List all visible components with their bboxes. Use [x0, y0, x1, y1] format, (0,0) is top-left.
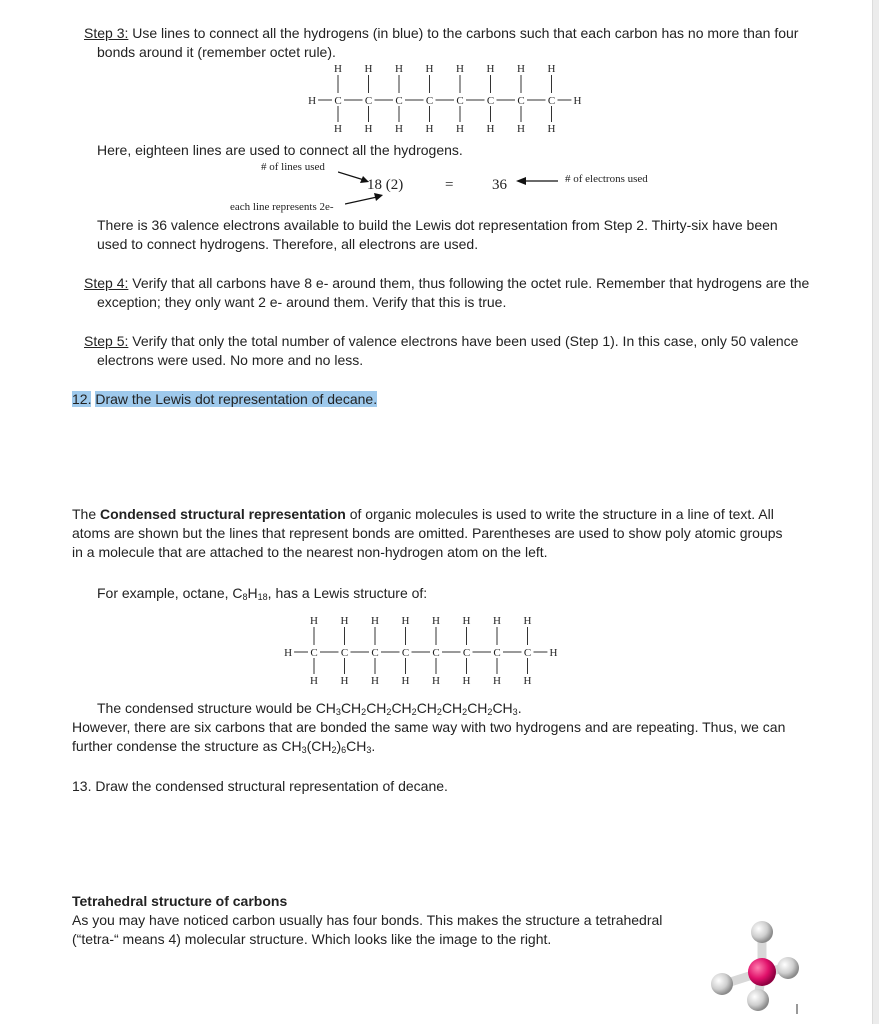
question-12-number: 12.	[72, 391, 92, 407]
carbon-atom: C	[547, 95, 556, 107]
hydrogen-atom-top	[751, 921, 773, 943]
repeat-sub-4: 3	[366, 745, 372, 755]
arrow-electrons-used-icon	[516, 176, 560, 186]
hydrogen-atom: H	[517, 123, 525, 135]
hydrogen-atom: H	[432, 675, 440, 687]
step5-paragraph	[84, 332, 819, 370]
octane-h: H	[247, 585, 258, 601]
condensed-sub: 2	[487, 707, 493, 717]
hydrogen-atom-bottom	[747, 989, 769, 1011]
hydrogen-atom: H	[334, 123, 342, 135]
condensed-intro-term: Condensed structural representation	[100, 506, 346, 522]
hydrogen-atom: H	[395, 63, 403, 75]
hydrogen-atom: H	[462, 675, 471, 687]
carbon-atom: C	[517, 95, 525, 107]
hydrogen-atom: H	[547, 123, 556, 135]
hydrogen-atom: H	[493, 615, 501, 627]
hydrogen-atom: H	[517, 63, 525, 75]
condensed-intro-prefix: The	[72, 506, 101, 522]
hydrogen-atom: H	[310, 675, 318, 687]
hydrogen-atom: H	[340, 615, 349, 627]
condensed-intro-rest: of organic molecules is used to write the structure in a line of text. All atoms are shown but the lines that represent bonds are omitted. Parentheses are used to show poly atomic groups in a molecule that are attached to the nearest non-hydrogen atom on the left.	[72, 506, 783, 560]
decane-lewis-structure	[295, 58, 615, 140]
hydrogen-atom: H	[364, 63, 373, 75]
carbon-atom: C	[401, 647, 410, 659]
condensed-intro-paragraph	[72, 505, 794, 562]
step4-paragraph	[84, 274, 819, 312]
hydrogen-atom: H	[340, 675, 349, 687]
condensed-ch2: CH	[441, 700, 463, 716]
carbon-atom: C	[486, 95, 495, 107]
eighteen-lines-text: Here, eighteen lines are used to connect all the hydrogens.	[97, 142, 463, 158]
condensed-ch2: CH	[416, 700, 437, 716]
repeat-text-3: )	[336, 738, 342, 754]
repeat-sub-2: 2	[331, 745, 337, 755]
hydrogen-atom: H	[425, 63, 434, 75]
condensed-sub: 2	[386, 707, 392, 717]
repeat-text-5: .	[371, 738, 376, 754]
condensed-sub: 2	[462, 707, 468, 717]
hydrogen-atom: H	[432, 615, 440, 627]
valence-paragraph: There is 36 valence electrons available to build the Lewis dot representation from Step 2. Thirty-six have been used to connect hydrogens. Therefore, all electrons are used.	[97, 217, 778, 252]
equation-equals: =	[445, 177, 454, 193]
octane-sub-hydrogen: 18	[257, 592, 268, 602]
repeat-sub-3: 6	[341, 745, 347, 755]
tetrahedral-heading	[72, 892, 792, 911]
hydrogen-atom: H	[308, 95, 317, 107]
tetrahedral-molecule-model	[700, 918, 810, 1018]
step4-text: Verify that all carbons have 8 e- around them, thus following the octet rule. Remember that hydrogens are the exception; they only want 2 e- around them. Verify that this is true.	[97, 275, 810, 310]
condensed-sub: 2	[361, 707, 367, 717]
hydrogen-atom: H	[401, 675, 410, 687]
condensed-sub: 2	[436, 707, 442, 717]
carbon-atom	[748, 958, 776, 986]
equation-expression: 18 (2)	[367, 177, 404, 193]
condensed-ch2: CH	[467, 700, 488, 716]
hydrogen-atom: H	[456, 63, 464, 75]
hydrogen-atom: H	[523, 675, 532, 687]
repeat-text-2: (CH	[306, 738, 332, 754]
step4-label: Step 4:	[84, 275, 129, 291]
step3-text: Use lines to connect all the hydrogens (in blue) to the carbons such that each carbon has no more than four bonds around it (remember octet rule).	[97, 25, 799, 60]
condensed-period: .	[517, 700, 522, 716]
hydrogen-atom: H	[284, 647, 293, 659]
condensed-end: CH	[492, 700, 513, 716]
condensed-ch2: CH	[366, 700, 387, 716]
octane-prefix: For example, octane, C	[97, 585, 243, 601]
equation-result: 36	[492, 177, 507, 193]
carbon-atom: C	[334, 95, 342, 107]
repeat-sub-1: 3	[301, 745, 307, 755]
step5-label: Step 5:	[84, 333, 129, 349]
condensed-sub: 3	[335, 707, 341, 717]
carbon-atom: C	[462, 647, 471, 659]
carbon-atom: C	[340, 647, 349, 659]
tetrahedral-heading-text: Tetrahedral structure of carbons	[72, 893, 288, 909]
tetrahedral-paragraph: As you may have noticed carbon usually has four bonds. This makes the structure a tetrahedral (“tetra-“ means 4) molecular structure. Which looks like the image to the right.	[72, 912, 663, 947]
hydrogen-atom: H	[364, 123, 373, 135]
hydrogen-atom: H	[573, 95, 582, 107]
condensed-sub: 3	[512, 707, 518, 717]
carbon-atom: C	[395, 95, 403, 107]
hydrogen-atom: H	[395, 123, 403, 135]
carbon-atom: C	[364, 95, 373, 107]
hydrogen-atom: H	[310, 615, 318, 627]
octane-example-line	[97, 584, 817, 603]
carbon-atom: C	[523, 647, 532, 659]
hydrogen-atom: H	[486, 63, 495, 75]
hydrogen-atom: H	[547, 63, 556, 75]
repeat-text: However, there are six carbons that are bonded the same way with two hydrogens and are repeating. Thus, we can further condense the structure as CH	[72, 719, 786, 754]
hydrogen-atom: H	[334, 63, 342, 75]
condensed-sub: 2	[411, 707, 417, 717]
lines-used-label: # of lines used	[261, 161, 325, 173]
carbon-atom: C	[456, 95, 464, 107]
carbon-atom: C	[493, 647, 501, 659]
condensed-prefix: The condensed structure would be CH	[97, 700, 336, 716]
repeat-paragraph	[72, 718, 794, 756]
carbon-atom: C	[371, 647, 379, 659]
hydrogen-atom: H	[456, 123, 464, 135]
step3-paragraph	[84, 24, 817, 62]
cursor-icon	[793, 1004, 801, 1016]
question-13-number: 13.	[72, 778, 92, 794]
question-12-text: Draw the Lewis dot representation of decane.	[95, 391, 378, 407]
question-13-text: Draw the condensed structural representation of decane.	[95, 778, 448, 794]
carbon-atom: C	[425, 95, 434, 107]
octane-sub-carbon: 8	[242, 592, 248, 602]
question-13	[72, 777, 792, 796]
hydrogen-atom: H	[425, 123, 434, 135]
octane-suffix: , has a Lewis structure of:	[267, 585, 428, 601]
hydrogen-atom-right	[777, 957, 799, 979]
hydrogen-atom: H	[486, 123, 495, 135]
condensed-ch2: CH	[340, 700, 362, 716]
step3-label: Step 3:	[84, 25, 129, 41]
hydrogen-atom: H	[462, 615, 471, 627]
condensed-ch2: CH	[391, 700, 412, 716]
each-line-label: each line represents 2e-	[230, 201, 334, 213]
repeat-text-4: CH	[346, 738, 367, 754]
hydrogen-atom: H	[523, 615, 532, 627]
carbon-atom: C	[310, 647, 318, 659]
hydrogen-atom: H	[371, 675, 379, 687]
electrons-used-label: # of electrons used	[565, 173, 648, 185]
hydrogen-atom: H	[493, 675, 501, 687]
hydrogen-atom-left	[711, 973, 733, 995]
hydrogen-atom: H	[401, 615, 410, 627]
page-edge-strip	[872, 0, 879, 1024]
condensed-structure-line	[97, 699, 817, 718]
hydrogen-atom: H	[549, 647, 558, 659]
question-12	[72, 390, 792, 409]
arrow-each-line-icon	[345, 192, 385, 206]
carbon-atom: C	[432, 647, 440, 659]
step5-text: Verify that only the total number of valence electrons have been used (Step 1). In this case, only 50 valence electrons were used. No more and no less.	[97, 333, 799, 368]
octane-lewis-structure	[275, 608, 575, 694]
hydrogen-atom: H	[371, 615, 379, 627]
